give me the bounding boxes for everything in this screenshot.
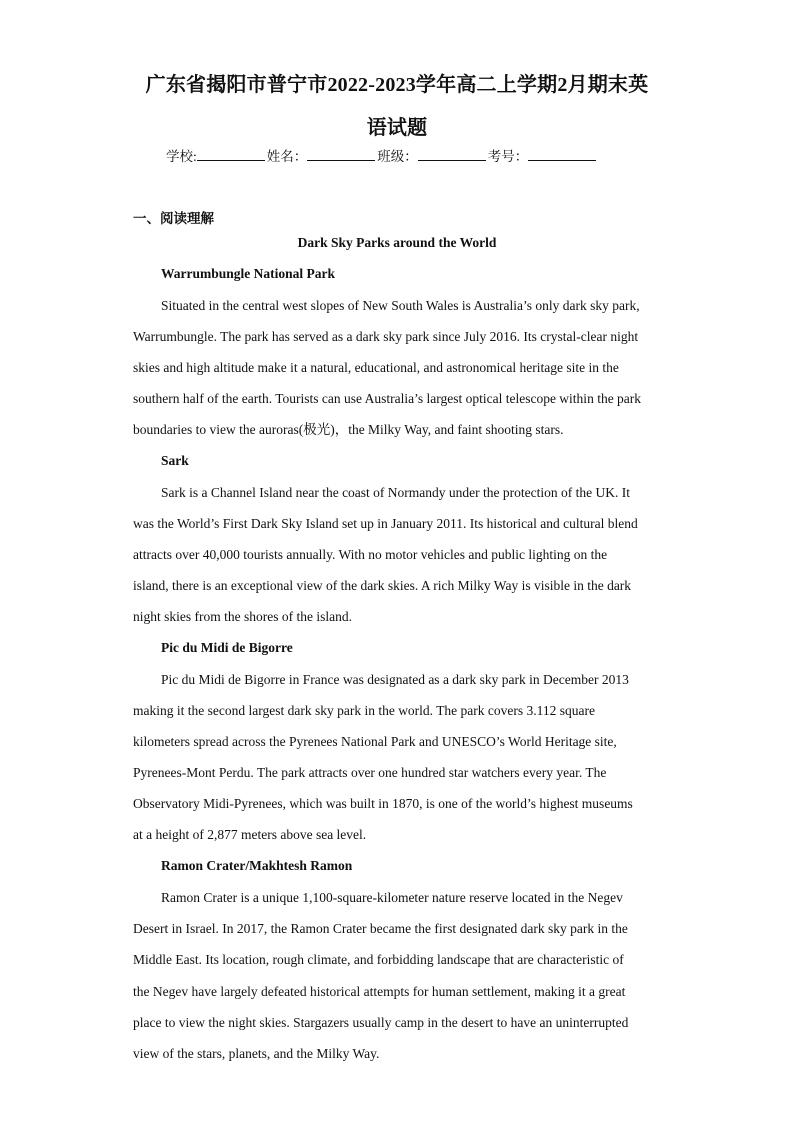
exam-number-blank	[528, 147, 596, 161]
paragraph-line: the Negev have largely defeated historical attempts for human settlement, making it a great	[133, 984, 626, 999]
school-label: 学校:	[166, 149, 197, 164]
park-heading: Warrumbungle National Park	[161, 266, 336, 281]
paragraph-line: at a height of 2,877 meters above sea level.	[133, 827, 367, 842]
paragraph-line: southern half of the earth. Tourists can use Australia’s largest optical telescope within the park	[133, 391, 642, 406]
park-heading: Sark	[161, 453, 189, 468]
paragraph-line: kilometers spread across the Pyrenees National Park and UNESCO’s World Heritage site,	[133, 734, 617, 749]
name-blank	[307, 147, 375, 161]
park-heading: Ramon Crater/Makhtesh Ramon	[161, 858, 353, 873]
paragraph-line: Ramon Crater is a unique 1,100-square-kilometer nature reserve located in the Negev	[161, 890, 623, 905]
paragraph-line: was the World’s First Dark Sky Island set up in January 2011. Its historical and cultural blend	[133, 516, 638, 531]
exam-number-label: 考号：	[487, 149, 529, 164]
paragraph-line: island, there is an exceptional view of the dark skies. A rich Milky Way is visible in the dark	[133, 578, 632, 593]
paragraph-line: Observatory Midi-Pyrenees, which was built in 1870, is one of the world’s highest museums	[133, 796, 633, 811]
school-blank	[197, 147, 265, 161]
student-info-row	[166, 145, 636, 165]
paragraph-line: Pic du Midi de Bigorre in France was designated as a dark sky park in December 2013	[161, 672, 629, 687]
document-title-line-2: 语试题	[366, 117, 428, 139]
name-label: 姓名：	[266, 149, 308, 164]
section-heading: 一、阅读理解	[133, 211, 214, 226]
paragraph-line: Warrumbungle. The park has served as a dark sky park since July 2016. Its crystal-clear night	[133, 329, 639, 344]
paragraph-line: place to view the night skies. Stargazers usually camp in the desert to have an uninterrupted	[133, 1015, 629, 1030]
paragraph-line: making it the second largest dark sky park in the world. The park covers 3.112 square	[133, 703, 596, 718]
class-label: 班级：	[377, 149, 418, 164]
class-blank	[418, 147, 486, 161]
paragraph-line: Middle East. Its location, rough climate, and forbidding landscape that are characteristic of	[133, 952, 624, 967]
park-heading: Pic du Midi de Bigorre	[161, 640, 293, 655]
passage-title: Dark Sky Parks around the World	[297, 235, 497, 250]
paragraph-line: view of the stars, planets, and the Milky Way.	[133, 1046, 380, 1061]
paragraph-line: attracts over 40,000 tourists annually. With no motor vehicles and public lighting on the	[133, 547, 608, 562]
paragraph-line: Desert in Israel. In 2017, the Ramon Crater became the first designated dark sky park in the	[133, 921, 628, 936]
document-title-line-1: 广东省揭阳市普宁市2022-2023学年高二上学期2月期末英	[145, 74, 649, 96]
paragraph-line: skies and high altitude make it a natural, educational, and astronomical heritage site in the	[133, 360, 619, 375]
paragraph-line: Situated in the central west slopes of New South Wales is Australia’s only dark sky park,	[161, 298, 640, 313]
paragraph-line: Sark is a Channel Island near the coast of Normandy under the protection of the UK. It	[161, 485, 630, 500]
paragraph-line: Pyrenees-Mont Perdu. The park attracts over one hundred star watchers every year. The	[133, 765, 607, 780]
paragraph-line: boundaries to view the auroras(极光)，the Milky Way, and faint shooting stars.	[133, 422, 564, 437]
paragraph-line: night skies from the shores of the island.	[133, 609, 352, 624]
